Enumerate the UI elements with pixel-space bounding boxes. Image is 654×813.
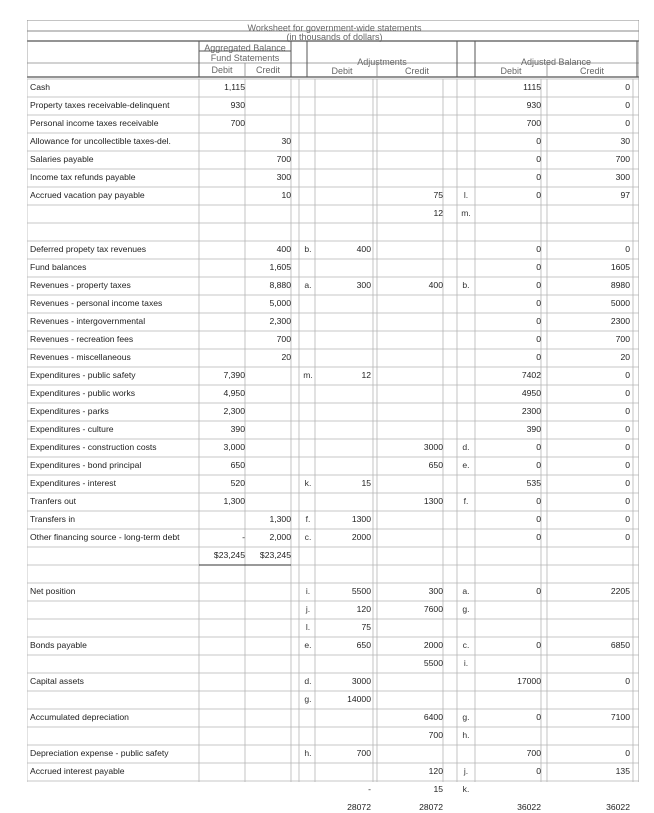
aggregated-debit-cell: 7,390 <box>223 370 245 380</box>
credit-ref-cell: c. <box>462 640 470 650</box>
row-label: Accumulated depreciation <box>30 712 129 722</box>
aggregated-debit-cell: 4,950 <box>223 388 245 398</box>
adjustment-debit-cell: 2000 <box>351 532 371 542</box>
row-label: Revenues - personal income taxes <box>30 298 163 308</box>
aggregated-debit-cell: 2,300 <box>223 406 245 416</box>
adjusted-credit-cell: 135 <box>615 766 630 776</box>
aggregated-credit-cell: 700 <box>276 154 291 164</box>
adjusted-debit-cell: 7402 <box>521 370 541 380</box>
credit-ref-cell: g. <box>462 712 470 722</box>
adjustment-debit-cell: 700 <box>356 748 371 758</box>
adjusted-debit-cell: 0 <box>536 172 541 182</box>
debit-ref-cell: h. <box>304 748 312 758</box>
aggregated-credit-cell: 1,605 <box>269 262 291 272</box>
aggregated-credit-cell: 300 <box>276 172 291 182</box>
adjusted-credit-cell: 8980 <box>610 280 630 290</box>
aggregated-credit-cell: 20 <box>281 352 291 362</box>
row-label: Deferred propety tax revenues <box>30 244 147 254</box>
adjustments-credit-header: Credit <box>404 66 429 76</box>
adjusted-credit-cell: 97 <box>620 190 630 200</box>
adjustment-debit-cell: 14000 <box>347 694 371 704</box>
row-label: Net position <box>30 586 76 596</box>
aggregated-credit-cell: 5,000 <box>269 298 291 308</box>
adjusted-debit-cell: 930 <box>526 100 541 110</box>
adjustment-credit-cell: 6400 <box>423 712 443 722</box>
debit-ref-cell: b. <box>304 244 312 254</box>
adjustment-debit-cell: 650 <box>356 640 371 650</box>
row-label: Accrued vacation pay payable <box>30 190 145 200</box>
adjusted-credit-cell: 0 <box>625 406 630 416</box>
row-label: Salaries payable <box>30 154 94 164</box>
aggregated-header-line1: Aggregated Balance <box>204 43 286 53</box>
adjustment-debit-cell: 75 <box>361 622 371 632</box>
aggregated-credit-cell: 10 <box>281 190 291 200</box>
row-label: Tranfers out <box>30 496 77 506</box>
adjustment-debit-cell: 15 <box>361 478 371 488</box>
adjusted-debit-cell: 700 <box>526 118 541 128</box>
row-label: Expenditures - construction costs <box>30 442 157 452</box>
adjusted-debit-cell: 0 <box>536 514 541 524</box>
adjustment-credit-cell: 5500 <box>423 658 443 668</box>
adjustments-header: Adjustments <box>357 57 407 67</box>
adjusted-debit-cell: 390 <box>526 424 541 434</box>
aggregated-debit-cell: 520 <box>230 478 245 488</box>
adjustment-debit-cell: 12 <box>361 370 371 380</box>
adjusted-debit-cell: 0 <box>536 442 541 452</box>
table-grid <box>27 20 639 782</box>
adjusted-debit-cell: 0 <box>536 298 541 308</box>
adjusted-credit-cell: 0 <box>625 478 630 488</box>
adjusted-credit-cell: 0 <box>625 442 630 452</box>
row-label: Cash <box>30 82 51 92</box>
aggregated-credit-cell: 400 <box>276 244 291 254</box>
aggregated-credit-cell: 2,300 <box>269 316 291 326</box>
adjusted-debit-cell: 0 <box>536 136 541 146</box>
row-label: Accrued interest payable <box>30 766 125 776</box>
worksheet-subtitle: (in thousands of dollars) <box>286 32 383 42</box>
aggregated-debit-cell: - <box>242 532 245 542</box>
aggregated-debit-cell: $23,245 <box>213 550 245 560</box>
adjusted-debit-cell: 0 <box>536 586 541 596</box>
aggregated-debit-cell: 700 <box>230 118 245 128</box>
credit-ref-cell: b. <box>462 280 470 290</box>
adjusted-debit-cell: 4950 <box>521 388 541 398</box>
row-label: Transfers in <box>30 514 76 524</box>
credit-ref-cell: m. <box>461 208 471 218</box>
adjusted-debit-cell: 0 <box>536 766 541 776</box>
worksheet-title: Worksheet for government-wide statements <box>247 23 422 33</box>
aggregated-debit-cell: 1,115 <box>224 82 245 92</box>
adjusted-debit-cell: 0 <box>536 154 541 164</box>
adjustment-debit-cell: 5500 <box>351 586 371 596</box>
adjusted-credit-cell: 300 <box>615 172 630 182</box>
credit-ref-cell: d. <box>462 442 470 452</box>
row-label: Other financing source - long-term debt <box>30 532 180 542</box>
adjustment-debit-cell: 400 <box>356 244 371 254</box>
adjustment-credit-cell: 700 <box>428 730 443 740</box>
adjusted-debit-cell: 0 <box>536 712 541 722</box>
adjusted-debit-cell: 17000 <box>517 676 541 686</box>
aggregated-debit-cell: 1,300 <box>223 496 245 506</box>
adjusted-debit-cell: 0 <box>536 190 541 200</box>
adjusted-credit-cell: 1605 <box>610 262 630 272</box>
adjustment-debit-cell: 28072 <box>347 802 371 812</box>
adjusted-credit-cell: 20 <box>620 352 630 362</box>
row-label: Property taxes receivable-delinquent <box>30 100 170 110</box>
adjusted-credit-cell: 0 <box>625 118 630 128</box>
aggregated-debit-cell: 390 <box>230 424 245 434</box>
adjusted-credit-cell: 2205 <box>610 586 630 596</box>
credit-ref-cell: j. <box>463 766 469 776</box>
adjusted-debit-cell: 0 <box>536 262 541 272</box>
adjustment-credit-cell: 28072 <box>419 802 443 812</box>
row-label: Revenues - miscellaneous <box>30 352 131 362</box>
adjustment-credit-cell: 15 <box>433 784 443 794</box>
adjusted-debit-cell: 1115 <box>523 82 541 92</box>
debit-ref-cell: j. <box>305 604 311 614</box>
adjusted-credit-cell: 700 <box>615 154 630 164</box>
adjusted-debit-header: Debit <box>500 66 522 76</box>
aggregated-credit-header: Credit <box>255 65 280 75</box>
row-label: Expenditures - parks <box>30 406 109 416</box>
row-label: Capital assets <box>30 676 84 686</box>
adjustment-debit-cell: 300 <box>356 280 371 290</box>
row-label: Expenditures - public works <box>30 388 136 398</box>
debit-ref-cell: c. <box>304 532 312 542</box>
adjusted-credit-cell: 0 <box>625 370 630 380</box>
adjusted-balance-header: Adjusted Balance <box>520 57 592 67</box>
worksheet-table <box>27 20 639 812</box>
adjustment-credit-cell: 400 <box>428 280 443 290</box>
adjusted-credit-cell: 0 <box>625 532 630 542</box>
credit-ref-cell: k. <box>462 784 470 794</box>
credit-ref-cell: e. <box>462 460 470 470</box>
row-label: Revenues - recreation fees <box>30 334 134 344</box>
adjustment-credit-cell: 3000 <box>423 442 443 452</box>
credit-ref-cell: i. <box>463 658 469 668</box>
credit-ref-cell: f. <box>463 496 469 506</box>
debit-ref-cell: f. <box>305 514 311 524</box>
row-label: Depreciation expense - public safety <box>30 748 169 758</box>
adjusted-credit-cell: 7100 <box>610 712 630 722</box>
debit-ref-cell: e. <box>304 640 312 650</box>
adjustment-credit-cell: 75 <box>433 190 443 200</box>
adjusted-debit-cell: 0 <box>536 640 541 650</box>
adjustments-debit-header: Debit <box>331 66 353 76</box>
adjusted-credit-cell: 0 <box>625 514 630 524</box>
debit-ref-cell: g. <box>304 694 312 704</box>
adjusted-debit-cell: 0 <box>536 334 541 344</box>
adjusted-debit-cell: 36022 <box>517 802 541 812</box>
adjusted-credit-cell: 0 <box>625 424 630 434</box>
adjusted-credit-cell: 0 <box>625 676 630 686</box>
adjusted-credit-cell: 700 <box>615 334 630 344</box>
aggregated-debit-cell: 3,000 <box>223 442 245 452</box>
row-label: Expenditures - public safety <box>30 370 136 380</box>
adjusted-credit-cell: 5000 <box>610 298 630 308</box>
adjusted-debit-cell: 0 <box>536 460 541 470</box>
aggregated-debit-cell: 930 <box>230 100 245 110</box>
aggregated-debit-cell: 650 <box>230 460 245 470</box>
aggregated-credit-cell: $23,245 <box>259 550 291 560</box>
adjusted-credit-cell: 6850 <box>610 640 630 650</box>
adjusted-debit-cell: 0 <box>536 532 541 542</box>
adjusted-debit-cell: 700 <box>526 748 541 758</box>
adjusted-credit-cell: 0 <box>625 460 630 470</box>
adjusted-debit-cell: 0 <box>536 316 541 326</box>
adjusted-debit-cell: 0 <box>536 244 541 254</box>
debit-ref-cell: a. <box>304 280 312 290</box>
adjustment-credit-cell: 650 <box>428 460 443 470</box>
row-label: Fund balances <box>30 262 87 272</box>
aggregated-credit-cell: 1,300 <box>269 514 291 524</box>
adjusted-credit-cell: 0 <box>625 388 630 398</box>
adjusted-credit-cell: 0 <box>625 82 630 92</box>
debit-ref-cell: m. <box>303 370 313 380</box>
adjusted-debit-cell: 535 <box>526 478 541 488</box>
adjusted-credit-cell: 0 <box>625 748 630 758</box>
row-label: Revenues - property taxes <box>30 280 131 290</box>
row-label: Expenditures - bond principal <box>30 460 142 470</box>
adjustment-credit-cell: 1300 <box>423 496 443 506</box>
adjusted-debit-cell: 0 <box>536 496 541 506</box>
adjustment-debit-cell: - <box>368 784 371 794</box>
aggregated-credit-cell: 30 <box>281 136 291 146</box>
row-label: Personal income taxes receivable <box>30 118 159 128</box>
adjusted-debit-cell: 0 <box>536 280 541 290</box>
adjusted-debit-cell: 0 <box>536 352 541 362</box>
aggregated-header-line2: Fund Statements <box>210 53 280 63</box>
adjusted-debit-cell: 2300 <box>521 406 541 416</box>
credit-ref-cell: g. <box>462 604 470 614</box>
debit-ref-cell: k. <box>304 478 312 488</box>
aggregated-credit-cell: 700 <box>276 334 291 344</box>
adjustment-debit-cell: 1300 <box>351 514 371 524</box>
adjusted-credit-cell: 2300 <box>610 316 630 326</box>
adjustment-credit-cell: 300 <box>428 586 443 596</box>
adjusted-credit-cell: 0 <box>625 100 630 110</box>
row-label: Allowance for uncollectible taxes-del. <box>30 136 171 146</box>
aggregated-debit-header: Debit <box>211 65 233 75</box>
adjusted-credit-cell: 30 <box>620 136 630 146</box>
credit-ref-cell: a. <box>462 586 470 596</box>
row-label: Revenues - intergovernmental <box>30 316 146 326</box>
aggregated-credit-cell: 2,000 <box>269 532 291 542</box>
credit-ref-cell: h. <box>462 730 470 740</box>
adjustment-debit-cell: 120 <box>356 604 371 614</box>
debit-ref-cell: l. <box>305 622 311 632</box>
row-label: Expenditures - interest <box>30 478 116 488</box>
adjusted-credit-cell: 36022 <box>606 802 630 812</box>
row-label: Income tax refunds payable <box>30 172 136 182</box>
adjusted-credit-header: Credit <box>579 66 604 76</box>
aggregated-credit-cell: 8,880 <box>269 280 291 290</box>
adjustment-credit-cell: 2000 <box>423 640 443 650</box>
row-label: Bonds payable <box>30 640 87 650</box>
row-label: Expenditures - culture <box>30 424 114 434</box>
adjustment-debit-cell: 3000 <box>351 676 371 686</box>
adjusted-credit-cell: 0 <box>625 496 630 506</box>
debit-ref-cell: d. <box>304 676 312 686</box>
credit-ref-cell: l. <box>463 190 469 200</box>
adjustment-credit-cell: 120 <box>428 766 443 776</box>
adjusted-credit-cell: 0 <box>625 244 630 254</box>
adjustment-credit-cell: 7600 <box>423 604 443 614</box>
adjustment-credit-cell: 12 <box>433 208 443 218</box>
debit-ref-cell: i. <box>305 586 311 596</box>
